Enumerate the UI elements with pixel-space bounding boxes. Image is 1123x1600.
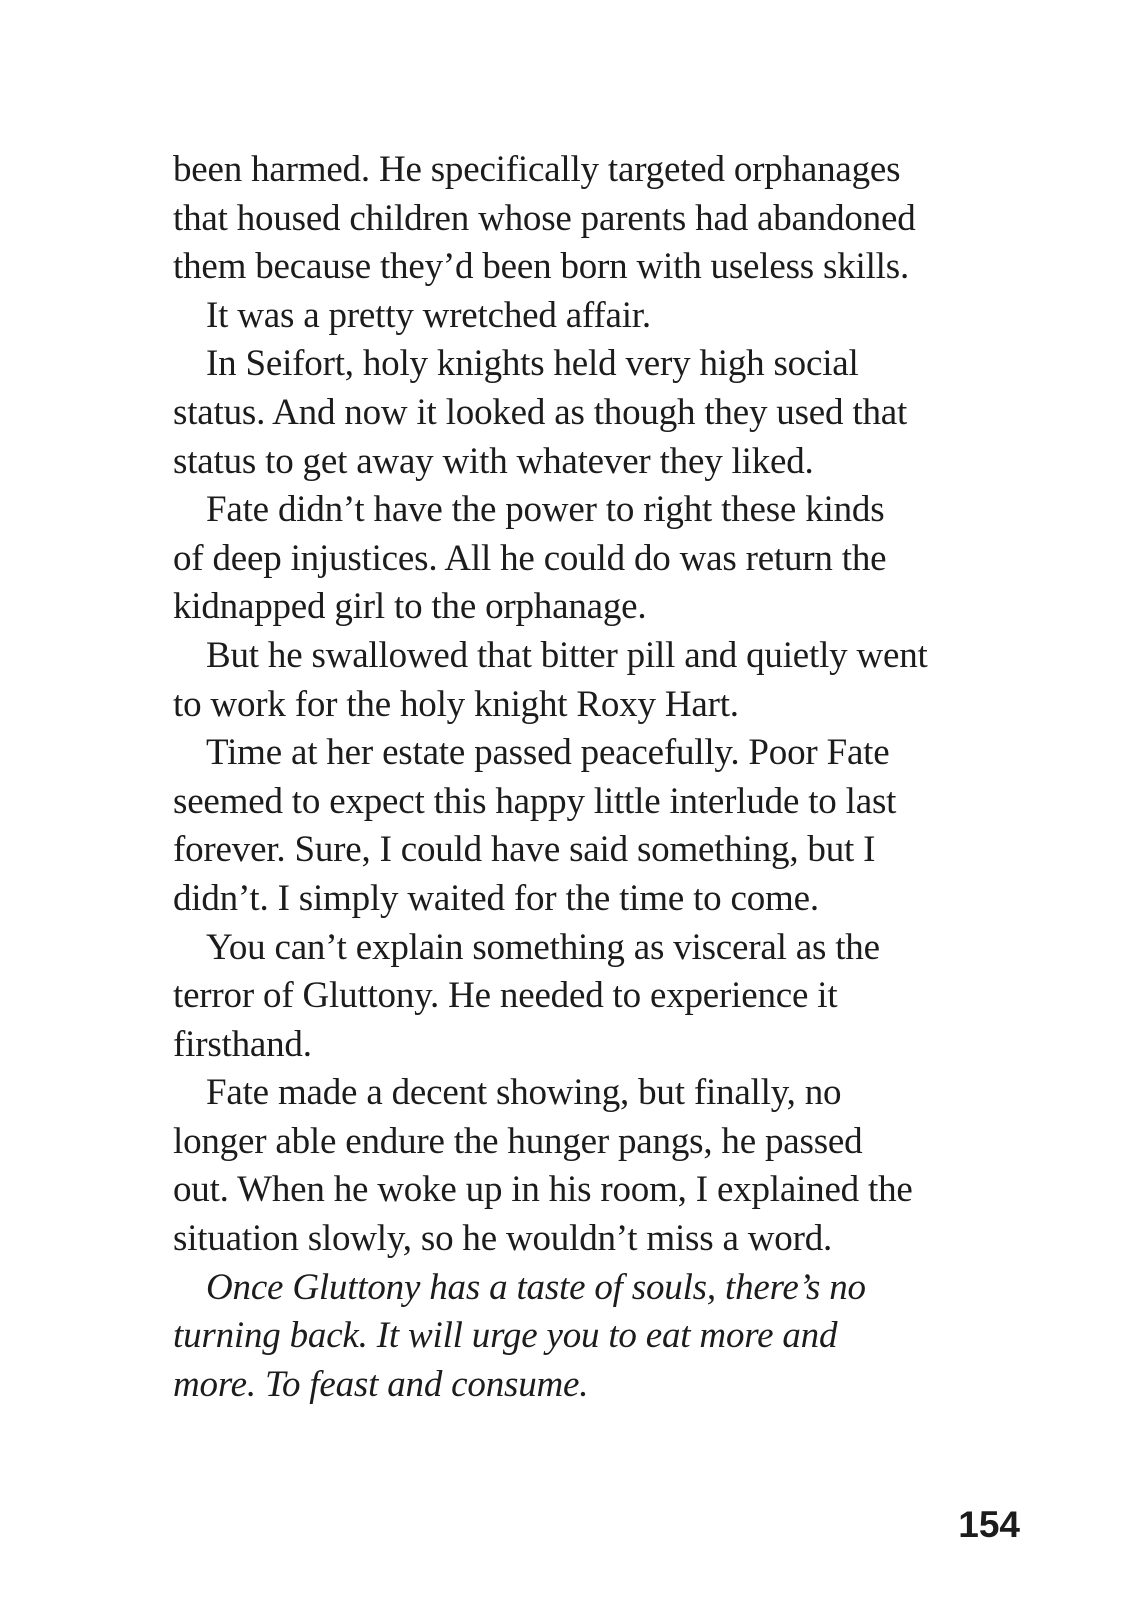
text-line: status. And now it looked as though they used that bbox=[173, 391, 908, 433]
text-line: It was a pretty wretched affair. bbox=[206, 294, 651, 336]
text-line: seemed to expect this happy little interlude to last bbox=[173, 780, 897, 822]
paragraph bbox=[173, 486, 1003, 632]
text-line: situation slowly, so he wouldn’t miss a word. bbox=[173, 1218, 833, 1260]
text-line: Once Gluttony has a taste of souls, there’s no bbox=[206, 1266, 866, 1308]
paragraph bbox=[173, 729, 1003, 923]
text-line: You can’t explain something as visceral as the bbox=[206, 926, 880, 968]
text-line: them because they’d been born with useless skills. bbox=[173, 246, 909, 288]
text-line: more. To feast and consume. bbox=[173, 1363, 589, 1405]
text-line: firsthand. bbox=[173, 1023, 312, 1065]
text-line: status to get away with whatever they liked. bbox=[173, 440, 814, 482]
text-line: that housed children whose parents had abandoned bbox=[173, 197, 916, 239]
paragraph bbox=[173, 1264, 1003, 1410]
paragraph bbox=[173, 1069, 1003, 1263]
paragraph bbox=[173, 632, 1003, 729]
paragraph bbox=[173, 146, 1003, 292]
text-line: Fate made a decent showing, but finally, no bbox=[206, 1072, 842, 1114]
text-line: longer able endure the hunger pangs, he passed bbox=[173, 1120, 863, 1162]
text-line: turning back. It will urge you to eat more and bbox=[173, 1315, 838, 1357]
text-line: kidnapped girl to the orphanage. bbox=[173, 586, 647, 628]
text-line: been harmed. He specifically targeted orphanages bbox=[173, 149, 901, 190]
text-line: forever. Sure, I could have said something, but I bbox=[173, 829, 876, 871]
text-line: of deep injustices. All he could do was return the bbox=[173, 537, 887, 579]
text-line: Fate didn’t have the power to right these kinds bbox=[206, 489, 885, 531]
body-text bbox=[173, 146, 1003, 1409]
text-line: out. When he woke up in his room, I explained the bbox=[173, 1169, 913, 1211]
text-line: In Seifort, holy knights held very high social bbox=[206, 343, 859, 385]
page-number: 154 bbox=[958, 1504, 1020, 1545]
text-line: terror of Gluttony. He needed to experience it bbox=[173, 975, 838, 1017]
paragraph bbox=[173, 292, 1003, 341]
text-line: But he swallowed that bitter pill and quietly went bbox=[206, 634, 928, 676]
paragraph bbox=[173, 340, 1003, 486]
text-line: didn’t. I simply waited for the time to come. bbox=[173, 877, 819, 919]
text-line: Time at her estate passed peacefully. Poor Fate bbox=[206, 732, 890, 774]
text-line: to work for the holy knight Roxy Hart. bbox=[173, 683, 739, 725]
paragraph bbox=[173, 924, 1003, 1070]
